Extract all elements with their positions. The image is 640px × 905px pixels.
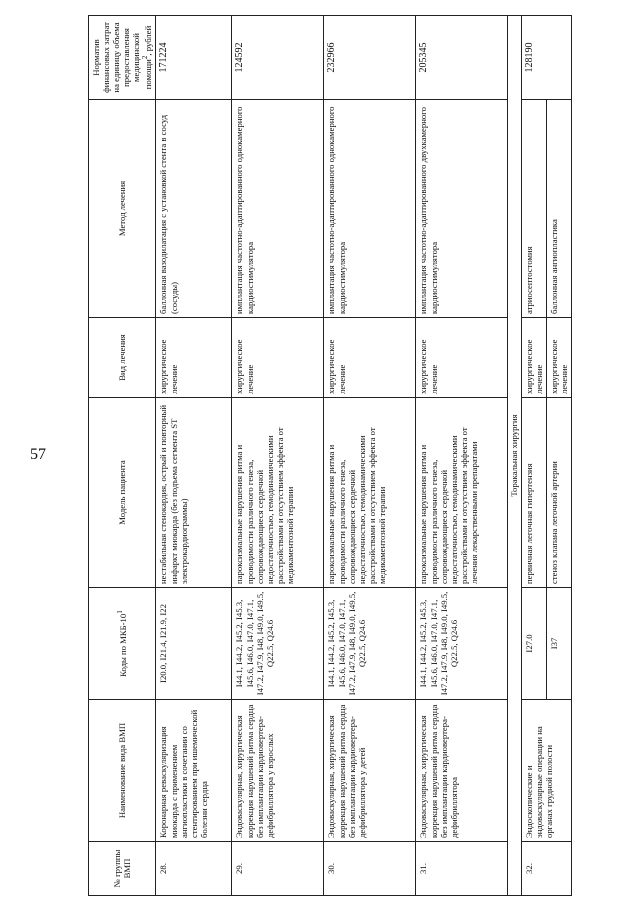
row-name: Эндоваскулярная, хирургическая коррекция нарушений ритма сердца без имплантации кардиовертера-дефибриллятора у взрослых — [232, 700, 324, 842]
row-codes: I44.1, I44.2, I45.2, I45.3, I45.6, I46.0, I47.0, I47.1, I47.2, I47.9, I48, I49.0, I49.5, Q22.5, Q24.6 — [232, 588, 324, 700]
table-header-row — [89, 16, 156, 896]
row-name: Эндоскопические и эндоваскулярные операции на органах грудной полости — [521, 700, 571, 842]
row-type: хирургическое лечение — [324, 318, 416, 398]
row-type: хирургическое лечение — [521, 318, 546, 398]
row-model: стеноз клапана легочной артерии — [546, 398, 571, 588]
row-method: баллонная ангиопластика — [546, 100, 571, 318]
row-model: нестабильная стенокардия, острый и повторный инфаркт миокарда (без подъема сегмента ST электрокардиограммы) — [156, 398, 232, 588]
page-number: 57 — [30, 446, 46, 463]
rotated-table-area — [88, 16, 569, 896]
row-num: 32. — [521, 842, 571, 896]
row-method: имплантация частотно-адаптированного однокамерного кардиостимулятора — [232, 100, 324, 318]
row-method: имплантация частотно-адаптированного однокамерного кардиостимулятора — [324, 100, 416, 318]
header-codes — [89, 588, 156, 700]
row-name: Эндоваскулярная, хирургическая коррекция нарушений ритма сердца без имплантации кардиовертера-дефибриллятора у детей — [324, 700, 416, 842]
table-row — [156, 16, 232, 896]
table-row — [416, 16, 508, 896]
row-codes: I27.0 — [521, 588, 546, 700]
row-method: баллонная вазодилатация с установкой стента в сосуд (сосуды) — [156, 100, 232, 318]
row-type: хирургическое лечение — [416, 318, 508, 398]
row-model: пароксизмальные нарушения ритма и проводимости различного генеза, сопровождающиеся сердечной недостаточностью, гемодинамическими расстройствами и отсутствием эффекта от медикаментозной терапии — [324, 398, 416, 588]
header-norm-text: Норматив финансовых затрат на единицу объема предоставления медицинской помощи — [91, 22, 154, 93]
row-name: Эндоваскулярная, хирургическая коррекция нарушений ритма сердца без имплантации кардиовертера-дефибриллятора — [416, 700, 508, 842]
row-method: имплантация частотно-адаптированного двухкамерного кардиостимулятора — [416, 100, 508, 318]
header-norm — [89, 16, 156, 100]
header-method: Метод лечения — [89, 100, 156, 318]
header-codes-footnote: 1 — [116, 610, 125, 614]
header-model: Модель пациента — [89, 398, 156, 588]
vmp-table — [88, 15, 572, 896]
row-method: атриосептостомия — [521, 100, 546, 318]
table-row — [232, 16, 324, 896]
row-model: пароксизмальные нарушения ритма и проводимости различного генеза, сопровождающиеся сердечной недостаточностью, гемодинамическими расстройствами и отсутствием эффекта от медикаментозной терапии — [232, 398, 324, 588]
header-num: № группы ВМП — [89, 842, 156, 896]
row-codes: I44.1, I44.2, I45.2, I45.3, I45.6, I46.0, I47.0, I47.1, I47.2, I47.9, I48, I49.0, I49.5, Q22.5, Q24.6 — [416, 588, 508, 700]
row-type: хирургическое лечение — [546, 318, 571, 398]
row-codes: I37 — [546, 588, 571, 700]
row-name: Коронарная реваскуляризация миокарда с применением ангиопластики в сочетании со стентированием при ишемической болезни сердца — [156, 700, 232, 842]
section-title: Торакальная хирургия — [508, 16, 521, 896]
row-num: 29. — [232, 842, 324, 896]
section-row — [508, 16, 521, 896]
row-codes: I20.0, I21.4, I21.9, I22 — [156, 588, 232, 700]
row-norm: 232966 — [324, 16, 416, 100]
row-codes: I44.1, I44.2, I45.2, I45.3, I45.6, I46.0, I47.0, I47.1, I47.2, I47.9, I48, I49.0, I49.5, Q22.5, Q24.6 — [324, 588, 416, 700]
row-num: 31. — [416, 842, 508, 896]
row-num: 30. — [324, 842, 416, 896]
header-type: Вид лечения — [89, 318, 156, 398]
row-norm: 124592 — [232, 16, 324, 100]
row-num: 28. — [156, 842, 232, 896]
header-name: Наименование вида ВМП — [89, 700, 156, 842]
header-norm-suffix: , рублей — [143, 25, 154, 56]
row-model: первичная легочная гипертензия — [521, 398, 546, 588]
row-norm: 171224 — [156, 16, 232, 100]
table-row — [521, 16, 546, 896]
row-norm: 128190 — [521, 16, 571, 100]
header-codes-text: Коды по МКБ-10 — [118, 613, 129, 677]
row-model: пароксизмальные нарушения ритма и проводимости различного генеза, сопровождающиеся сердечной недостаточностью, гемодинамическими расстройствами и отсутствием эффекта от лечения лекарственными препаратами — [416, 398, 508, 588]
row-type: хирургическое лечение — [156, 318, 232, 398]
header-norm-footnote: 2 — [141, 55, 150, 60]
row-type: хирургическое лечение — [232, 318, 324, 398]
table-row — [324, 16, 416, 896]
rotated-content — [88, 16, 569, 896]
row-norm: 205345 — [416, 16, 508, 100]
